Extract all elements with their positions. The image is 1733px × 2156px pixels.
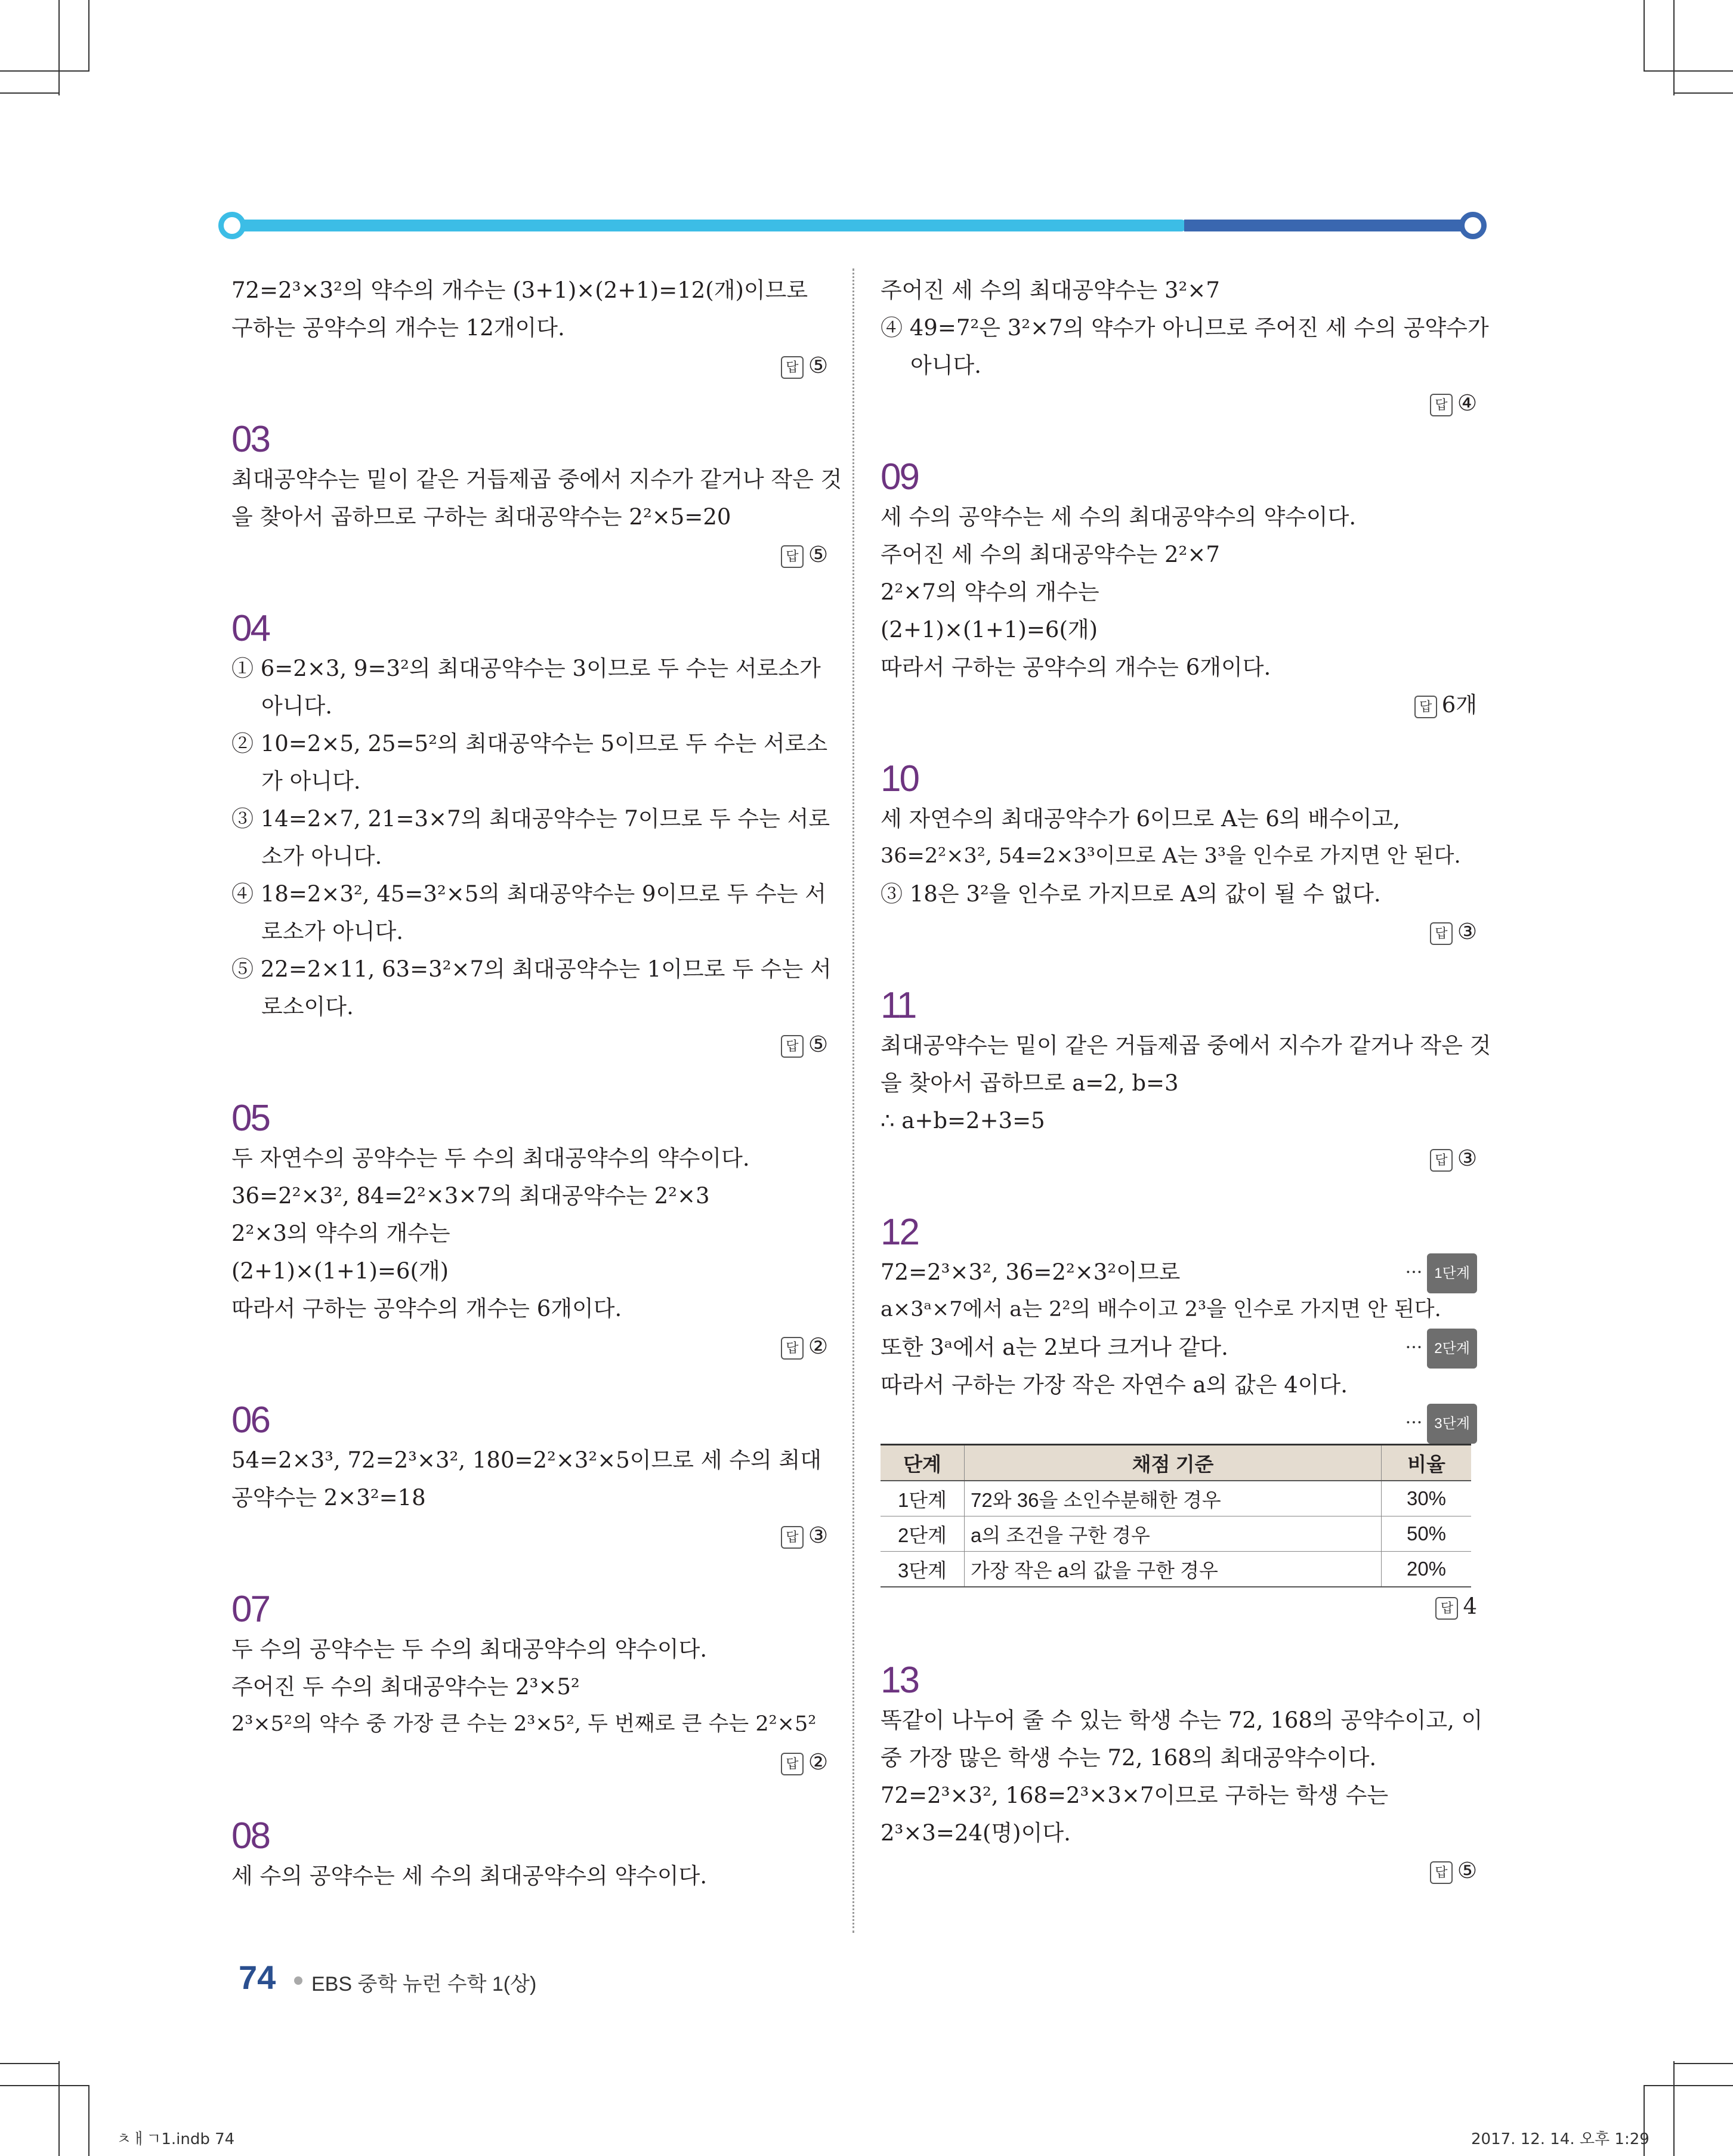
crop-mark — [1673, 2063, 1733, 2064]
crop-mark — [1673, 0, 1675, 95]
solution-line: (2+1)×(1+1)=6(개) — [881, 617, 1098, 643]
answer-badge-icon: 답 — [1430, 1149, 1453, 1172]
table-cell: 72와 36을 소인수분해한 경우 — [965, 1481, 1382, 1516]
solution-line: 54=2×3³, 72=2³×3², 180=2²×3²×5이므로 세 수의 최대 — [231, 1447, 822, 1473]
answer: 답 ③ — [231, 1516, 828, 1554]
right-column — [881, 271, 1491, 1889]
table-cell: 50% — [1382, 1516, 1472, 1552]
question-number: 06 — [231, 1400, 269, 1441]
crop-mark — [88, 2085, 89, 2156]
solution-line: 최대공약수는 밑이 같은 거듭제곱 중에서 지수가 같거나 작은 것 — [231, 467, 842, 492]
question-number: 11 — [881, 985, 916, 1026]
solution-line: 세 수의 공약수는 세 수의 최대공약수의 약수이다. — [231, 1863, 708, 1889]
answer: 답 ⑤ — [231, 1026, 828, 1063]
table-row — [881, 1481, 1471, 1516]
crop-mark — [1644, 2085, 1733, 2086]
solution-line: 세 자연수의 최대공약수가 6이므로 A는 6의 배수이고, — [881, 806, 1400, 832]
solution-line: 2³×3=24(명)이다. — [881, 1820, 1071, 1846]
solution-line: 중 가장 많은 학생 수는 72, 168의 최대공약수이다. — [881, 1745, 1377, 1771]
crop-mark — [0, 2063, 60, 2064]
crop-mark — [1644, 0, 1645, 72]
solution-line: 로소이다. — [261, 994, 354, 1020]
answer: 답 ③ — [881, 1139, 1477, 1177]
solution-line: 2²×7의 약수의 개수는 — [881, 579, 1099, 605]
table-cell: 2단계 — [881, 1516, 965, 1552]
question-number: 05 — [231, 1098, 269, 1139]
stage-tag: 3단계 — [1427, 1404, 1477, 1444]
intro-line: 아니다. — [910, 353, 981, 378]
solution-line: ⑤ 22=2×11, 63=3²×7의 최대공약수는 1이므로 두 수는 서 — [231, 956, 832, 982]
crop-mark — [0, 2085, 89, 2086]
header-bar-left — [233, 220, 1187, 231]
intro-line: ④ 49=7²은 3²×7의 약수가 아니므로 주어진 세 수의 공약수가 — [881, 315, 1489, 341]
solution-line: 공약수는 2×3²=18 — [231, 1485, 426, 1511]
solution-line: 가 아니다. — [261, 768, 361, 794]
table-row — [881, 1552, 1471, 1587]
answer-badge-icon: 답 — [1430, 922, 1453, 945]
intro-line: 구하는 공약수의 개수는 12개이다. — [231, 315, 565, 341]
stage-marker: ··· 1단계 — [1405, 1253, 1477, 1293]
solution-line: 로소가 아니다. — [261, 919, 403, 944]
solution-line: 최대공약수는 밑이 같은 거듭제곱 중에서 지수가 같거나 작은 것 — [881, 1033, 1491, 1058]
grading-table — [881, 1444, 1471, 1587]
answer-badge-icon: 답 — [781, 1035, 804, 1058]
solution-line: 세 수의 공약수는 세 수의 최대공약수의 약수이다. — [881, 504, 1357, 530]
solution-line: 2²×3의 약수의 개수는 — [231, 1221, 450, 1246]
page-number: 74 — [239, 1959, 276, 1996]
answer-badge-icon: 답 — [781, 1753, 804, 1775]
header-dot-left — [218, 212, 246, 239]
table-cell: 20% — [1382, 1552, 1472, 1587]
crop-mark — [58, 0, 60, 95]
crop-mark — [0, 92, 60, 94]
question-number: 10 — [881, 758, 918, 799]
table-cell: 30% — [1382, 1481, 1472, 1516]
header-dot-right — [1459, 212, 1487, 239]
answer-badge-icon: 답 — [781, 545, 804, 568]
solution-line: ② 10=2×5, 25=5²의 최대공약수는 5이므로 두 수는 서로소 — [231, 731, 828, 756]
crop-mark — [58, 2061, 60, 2156]
crop-mark — [1673, 2061, 1675, 2156]
solution-line: 을 찾아서 곱하므로 a=2, b=3 — [881, 1070, 1179, 1096]
answer-badge-icon: 답 — [781, 1526, 804, 1549]
solution-line: 두 수의 공약수는 두 수의 최대공약수의 약수이다. — [231, 1636, 708, 1662]
solution-line: 아니다. — [261, 693, 332, 719]
table-header: 채점 기준 — [965, 1445, 1382, 1481]
answer-badge-icon: 답 — [781, 356, 804, 379]
table-cell: 1단계 — [881, 1481, 965, 1516]
question-number: 07 — [231, 1589, 269, 1630]
column-divider — [852, 268, 854, 1933]
question-number: 13 — [881, 1660, 918, 1701]
answer-badge-icon: 답 — [1430, 394, 1453, 416]
solution-line: 소가 아니다. — [261, 844, 382, 869]
answer: 답 6개 — [881, 686, 1477, 724]
intro-line: 주어진 세 수의 최대공약수는 3²×7 — [881, 277, 1220, 303]
answer: 답 ④ — [881, 384, 1477, 422]
solution-line: 36=2²×3², 54=2×3³이므로 A는 3³을 인수로 가지면 안 된다. — [881, 844, 1461, 868]
solution-line: a×3ᵃ×7에서 a는 2²의 배수이고 2³을 인수로 가지면 안 된다. — [881, 1298, 1441, 1321]
question-number: 12 — [881, 1212, 918, 1253]
solution-line: 따라서 구하는 공약수의 개수는 6개이다. — [881, 654, 1271, 680]
answer-badge-icon: 답 — [1414, 696, 1437, 718]
bullet-dot-icon — [294, 1976, 302, 1985]
stage-marker: ··· 2단계 — [1405, 1329, 1477, 1369]
answer: 답 ⑤ — [881, 1852, 1477, 1889]
table-cell: a의 조건을 구한 경우 — [965, 1516, 1382, 1552]
solution-line: 따라서 구하는 가장 작은 자연수 a의 값은 4이다. ··· 3단계 — [881, 1366, 1477, 1404]
table-cell: 3단계 — [881, 1552, 965, 1587]
answer-badge-icon: 답 — [1435, 1597, 1458, 1620]
solution-line: 을 찾아서 곱하므로 구하는 최대공약수는 2²×5=20 — [231, 504, 731, 530]
table-header: 비율 — [1382, 1445, 1472, 1481]
solution-line: 2³×5²의 약수 중 가장 큰 수는 2³×5², 두 번째로 큰 수는 2²×5² — [231, 1712, 817, 1736]
table-cell: 가장 작은 a의 값을 구한 경우 — [965, 1552, 1382, 1587]
solution-line: 72=2³×3², 168=2³×3×7이므로 구하는 학생 수는 — [881, 1783, 1389, 1808]
intro-line: 72=2³×3²의 약수의 개수는 (3+1)×(2+1)=12(개)이므로 — [231, 277, 808, 303]
table-header: 단계 — [881, 1445, 965, 1481]
stage-tag: 2단계 — [1427, 1329, 1477, 1369]
table-row — [881, 1516, 1471, 1552]
answer-badge-icon: 답 — [781, 1337, 804, 1360]
crop-mark — [88, 0, 89, 72]
stage-marker: ··· 3단계 — [1405, 1404, 1477, 1444]
stage-tag: 1단계 — [1427, 1253, 1477, 1293]
solution-line: 또한 3ᵃ에서 a는 2보다 크거나 같다. ··· 2단계 — [881, 1329, 1477, 1366]
crop-mark — [0, 70, 89, 72]
question-number: 03 — [231, 419, 269, 460]
solution-line: ③ 18은 3²을 인수로 가지므로 A의 값이 될 수 없다. — [881, 881, 1381, 907]
solution-line: (2+1)×(1+1)=6(개) — [231, 1258, 449, 1284]
answer: 답 ⑤ — [231, 536, 828, 573]
solution-line: 두 자연수의 공약수는 두 수의 최대공약수의 약수이다. — [231, 1145, 750, 1171]
answer-badge-icon: 답 — [1430, 1861, 1453, 1884]
answer: 답 ③ — [881, 913, 1477, 950]
left-column — [231, 271, 842, 1895]
answer: 답 4 — [881, 1587, 1477, 1625]
print-slug-file: ㅊㅐㄱ1.indb 74 — [116, 2130, 235, 2148]
solution-line: 따라서 구하는 공약수의 개수는 6개이다. — [231, 1296, 622, 1321]
question-number: 09 — [881, 456, 918, 498]
solution-line: ③ 14=2×7, 21=3×7의 최대공약수는 7이므로 두 수는 서로 — [231, 806, 830, 832]
crop-mark — [1673, 92, 1733, 94]
solution-line: 똑같이 나누어 줄 수 있는 학생 수는 72, 168의 공약수이고, 이 — [881, 1707, 1483, 1733]
question-number: 08 — [231, 1815, 269, 1857]
solution-line: 주어진 두 수의 최대공약수는 2³×5² — [231, 1674, 580, 1700]
solution-line: 36=2²×3², 84=2²×3×7의 최대공약수는 2²×3 — [231, 1183, 710, 1209]
solution-line: 72=2³×3², 36=2²×3²이므로 ··· 1단계 — [881, 1253, 1477, 1291]
book-title: EBS 중학 뉴런 수학 1(상) — [311, 1973, 537, 1996]
solution-line: ① 6=2×3, 9=3²의 최대공약수는 3이므로 두 수는 서로소가 — [231, 656, 821, 681]
answer: 답 ② — [231, 1743, 828, 1781]
question-number: 04 — [231, 608, 269, 649]
solution-line: ∴ a+b=2+3=5 — [881, 1108, 1045, 1133]
crop-mark — [1644, 70, 1733, 72]
answer: 답 ② — [231, 1327, 828, 1365]
print-slug-date: 2017. 12. 14. 오후 1:29 — [1471, 2130, 1649, 2148]
solution-line: ④ 18=2×3², 45=3²×5의 최대공약수는 9이므로 두 수는 서 — [231, 881, 827, 907]
header-bar-right — [1184, 220, 1473, 231]
solution-line: 주어진 세 수의 최대공약수는 2²×7 — [881, 542, 1220, 567]
answer: 답 ⑤ — [231, 347, 828, 384]
